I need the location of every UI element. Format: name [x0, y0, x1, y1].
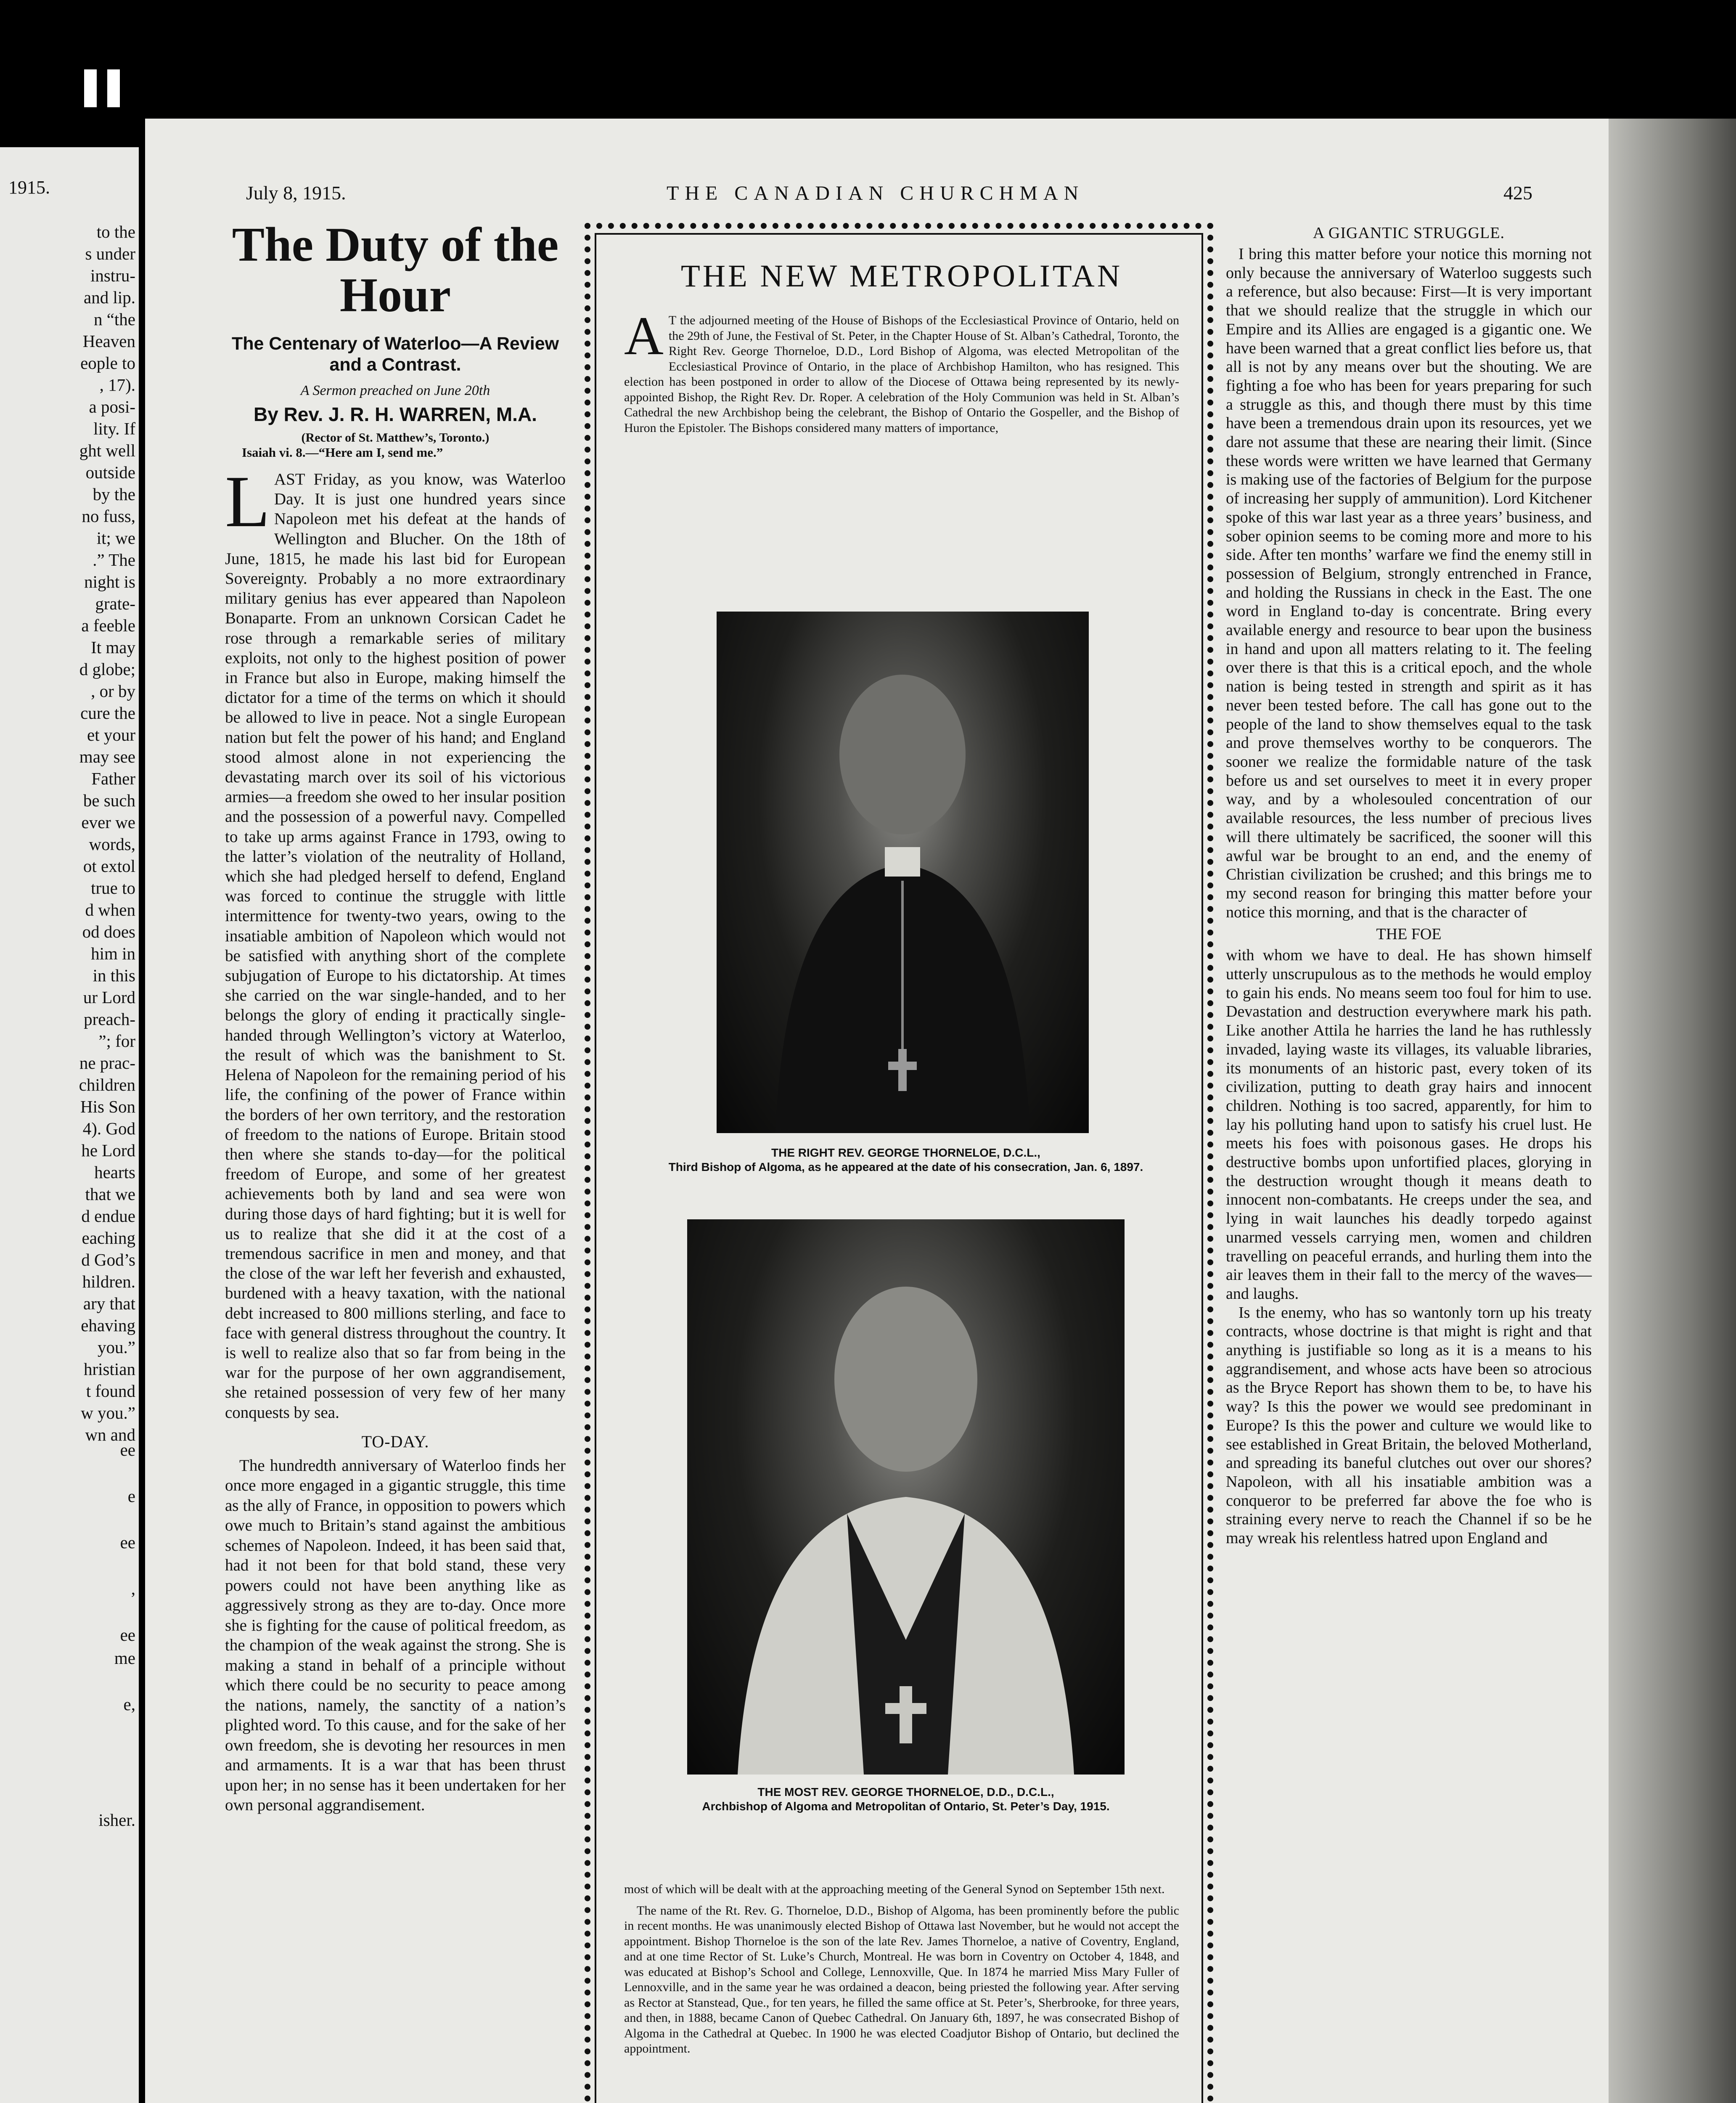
- metropolitan-intro: [624, 306, 1179, 436]
- portrait-1-silhouette: [717, 612, 1089, 1133]
- left-page-year: 1915.: [8, 177, 50, 198]
- caption-1-detail: Third Bishop of Algoma, as he appeared at the date of his consecration, Jan. 6, 1897.: [668, 1160, 1143, 1173]
- struggle-paragraph-1: I bring this matter before your notice this morning not only because the anniversary of Waterloo suggests such a reference, but also because: First—It is very important that we should realize that the struggle in which our Empire and its Allies are engaged is a gigantic one. We have been warned that a great conflict lies before us, that all is not by any means over but the shouting. We are fighting a foe who has been for years preparing for such a struggle as this, and though there must by this time have been a tremendous drain upon its resources, yet we dare not assume that these are nearing their limit. (Since these words were written we have learned that Germany is making use of the factories of Belgium for the purpose of increasing her supply of ammunition). Lord Kitchener spoke of this war last year as a three years’ business, and sober opinion seems to be coming more and more to his side. After ten months’ warfare we find the enemy still in possession of Belgium, strongly entrenched in France, and holding the Russians in check in the East. The one word in England to-day is concentrate. Bring every available energy and resource to bear upon the business in hand and upon all matters relating to it. The feeling over there is that this is a critical epoch, and the whole nation is being tested in strength and spirit as it has never been tested before. The call has gone out to the people of the land to show themselves equal to the task and prove themselves worthy to be conquerors. The sooner we realize the formidable nature of the task before us and set ourselves to meet it in every proper way, and by a wholesouled concentration of our available resources, the less number of precious lives will there ultimately be sacrificed, the sooner will this awful war be brought to an end, and the enemy of Christian civilization be crushed; and this brings me to my second reason for bringing this matter before your notice this morning, and that is the character of: [1226, 245, 1592, 921]
- metropolitan-article-box: [585, 223, 1213, 2103]
- caption-2-detail: Archbishop of Algoma and Metropolitan of Ontario, St. Peter’s Day, 1915.: [702, 1800, 1110, 1813]
- sermon-subtitle: The Centenary of Waterloo—A Review and a Contrast.: [231, 334, 559, 375]
- sermon-paragraph-1: [225, 461, 566, 1422]
- sermon-note: A Sermon preached on June 20th: [300, 383, 490, 398]
- portrait-photo-1897: [717, 612, 1089, 1133]
- film-mark-top-2: [107, 69, 120, 107]
- drop-cap: L: [225, 461, 270, 542]
- left-page-text-fragment-lower: ee e ee , ee me e, isher.: [98, 1440, 135, 1830]
- foe-paragraph-1: with whom we have to deal. He has shown himself utterly unscrupulous as to the methods he would employ to gain his ends. No means seem too foul for him to use. Devastation and destruction everywhere mark his path. Like another Attila he harries the land he has ruthlessly invaded, laying waste its villages, its valuable libraries, its monuments of an historic past, every token of its civilization, putting to death gray hairs and innocent children. Nothing is too sacred, apparently, for him to lay his polluting hand upon to satisfy his cruel lust. He meets his foes with poisonous gases. He drops his destructive bombs upon unfortified places, glorying in the destruction wrought though it means death to innocent non-combatants. He creeps under the sea, and lying in wait launches his deadly torpedo against unarmed vessels carrying men, women and children travelling on peaceful errands, and hurling them into the air leaves them in their fall to the mercy of the waves—and laughs.: [1226, 946, 1592, 1303]
- author-affiliation: (Rector of St. Matthew’s, Toronto.): [301, 431, 490, 445]
- film-mark-top-1: [84, 69, 97, 107]
- metropolitan-intro-text: T the adjourned meeting of the House of Bishops of the Ecclesiastical Province of Ontario, held on the 29th of June, the Festival of St. Peter, in the Chapter House of St. Alban’s Cathedral, Toronto, the Right Rev. George Thorneloe, D.D., Lord Bishop of Algoma, was elected Metropolitan of the Ecclesiastical Province of Ontario, in the place of Archbishop Hamilton, who has resigned. This election has been postponed in order to allow of the Diocese of Ottawa being represented by its newly-appointed Bishop, the Right Rev. Dr. Roper. A celebration of the Holy Communion was held in St. Alban’s Cathedral the new Archbishop being the celebrant, the Bishop of Ontario the Gospeller, and the Bishop of Huron the Epistoler. The Bishops considered many matters of importance,: [624, 313, 1179, 435]
- masthead: THE CANADIAN CHURCHMAN: [667, 182, 1085, 204]
- metropolitan-foot-2: The name of the Rt. Rev. G. Thorneloe, D.D., Bishop of Algoma, has been prominently before the public in recent months. He was unanimously elected Bishop of Ottawa last November, but he would not accept the appointment. Bishop Thorneloe is the son of the late Rev. James Thorneloe, a native of Coventry, England, and at one time Rector of St. Luke’s Church, Montreal. He was born in Coventry on October 4, 1848, and was educated at Bishop’s School and College, Lennoxville, Que. In 1874 he married Miss Mary Fuller of Lennoxville, and in the same year he was ordained a deacon, being priested the following year. After serving as Rector at Stanstead, Que., for ten years, he filled the same office at St. Peter’s, Sherbrooke, for three years, and then, in 1888, became Canon of Quebec Cathedral. On January 6th, 1897, he was consecrated Bishop of Algoma in the Cathedral at Quebec. In 1900 he was elected Coadjutor Bishop of Ontario, but declined the appointment.: [624, 1903, 1179, 2055]
- sermon-column: [225, 220, 566, 1815]
- left-facing-page: [0, 147, 139, 2103]
- caption-1-name: THE RIGHT REV. GEORGE THORNELOE, D.C.L.,: [771, 1146, 1040, 1159]
- sermon-byline: By Rev. J. R. H. WARREN, M.A.: [254, 403, 537, 425]
- book-binding-edge: [1609, 119, 1736, 2103]
- sermon-epigraph: Isaiah vi. 8.—“Here am I, send me.”: [242, 445, 443, 460]
- today-heading: TO-DAY.: [361, 1432, 429, 1451]
- foe-paragraph-2: Is the enemy, who has so wantonly torn up his treaty contracts, whose doctrine is that might is right and that anything is justifiable so long as it is a means to his aggrandisement, and whose acts have been so atrocious as the Bryce Report has shown them to be, to have his way? Is this the power we would see predominant in Europe? Is this the power and culture we would like to see established in Great Britain, the beloved Motherland, and spreading its baneful clutches out over our shores? Napoleon, with all his insatiable ambition was a conqueror to be preferred far above the foe who is straining every nerve to reach the Channel if so be he may wreak his relentless hatred upon England and: [1226, 1303, 1592, 1547]
- metropolitan-foot-1: most of which will be dealt with at the approaching meeting of the General Synod on September 15th next.: [624, 1882, 1165, 1896]
- foe-heading: THE FOE: [1376, 925, 1442, 943]
- portrait-photo-1915: [687, 1219, 1125, 1775]
- issue-date: July 8, 1915.: [246, 182, 346, 204]
- portrait-caption-2: [662, 1785, 1150, 1814]
- portrait-caption-1: [662, 1146, 1150, 1174]
- portrait-2-silhouette: [687, 1219, 1125, 1775]
- gigantic-struggle-heading: A GIGANTIC STRUGGLE.: [1313, 224, 1505, 242]
- sermon-paragraph-1-text: AST Friday, as you know, was Waterloo Day. It is just one hundred years since Napoleon met his defeat at the hands of Wellington and Blucher. On the 18th of June, 1815, he made his last bid for European Sovereignty. Probably a no more extraordinary military genius has ever appeared than Napoleon Bonaparte. From an unknown Corsican Cadet he rose through a remarkable series of military exploits, not only to the highest position of power in France but also in Europe, making himself the dictator for a time of the terms on which it should be allowed to live in peace. Not a single European nation but felt the power of his hand; and England stood almost alone in not experiencing the devastating march over its soil of his victorious armies—a freedom she owed to her insular position and the possession of a powerful navy. Compelled to take up arms against France in 1793, owing to the latter’s violation of the neutrality of Holland, which she had pledged herself to defend, England was forced to continue the struggle with little intermittence for twenty-two years, owing to the insatiable ambition of Napoleon which would not be satisfied with anything short of the complete subjugation of Europe to his dictatorship. At times she carried on the war single-handed, and to her belongs the glory of ending it practically single-handed through Wellington’s victory at Waterloo, the result of which was the banishment to St. Helena of Napoleon for the remaining period of his life, the confining of the power of France within the borders of her own territory, and the restoration of freedom to the nations of Europe. Britain stood then where she stands to-day—for the political freedom of Europe, and some of her greatest achievements both by land and sea were won during those days of hard fighting; but it is well for us to realize that she did it at the cost of a tremendous sacrifice in men and money, and that the close of the war left her feverish and exhausted, burdened with a heavy taxation, with the national debt increased to 800 millions sterling, and face to face with general distress throughout the country. It is well to realize also that so far from being in the war for the purpose of her own aggrandisement, she retained possession of very few of her many conquests by sea.: [225, 470, 566, 1422]
- caption-2-name: THE MOST REV. GEORGE THORNELOE, D.D., D.C.L.,: [757, 1785, 1054, 1798]
- struggle-column: [1226, 224, 1592, 1548]
- drop-cap-a: A: [624, 306, 664, 366]
- sermon-title: The Duty of the Hour: [232, 218, 559, 322]
- metropolitan-biography: [624, 1882, 1179, 2063]
- sermon-paragraph-2: The hundredth anniversary of Waterloo finds her once more engaged in a gigantic struggle, this time as the ally of France, in opposition to powers which owe much to Britain’s stand against the ambitious schemes of Napoleon. Indeed, it has been said that, had it not been for that bold stand, these very powers could not have been anything like as aggressively strong as they are to-day. Once more she is fighting for the cause of political freedom, as the champion of the weak against the strong. She is making a stand in behalf of a principle without which there could be no security to peace among the nations, namely, the sanctity of a nation’s plighted word. To this cause, and for the sake of her own freedom, she is devoting her resources in men and armaments. It is a war that has been thrust upon her; in no sense has it been undertaken for her own personal aggrandisement.: [225, 1456, 566, 1814]
- metropolitan-title: THE NEW METROPOLITAN: [681, 259, 1122, 294]
- page-number: 425: [1503, 182, 1532, 204]
- left-page-text-fragment: to the s under instru- and lip. n “the Heaven eople to , 17). a posi- lity. If ght well outside by the no fuss, it; we .” The night is grate- a feeble It may d globe; , or by cure the et your may see Father be such ever we words, ot extol true to d when od does him in in this ur Lord preach- ”; for ne prac- children His Son 4). God he Lord hearts that we d endue eaching d God’s hildren. ary that ehaving you.” hristian t found w you.” wn and: [79, 222, 135, 1444]
- newspaper-page: [145, 119, 1609, 2103]
